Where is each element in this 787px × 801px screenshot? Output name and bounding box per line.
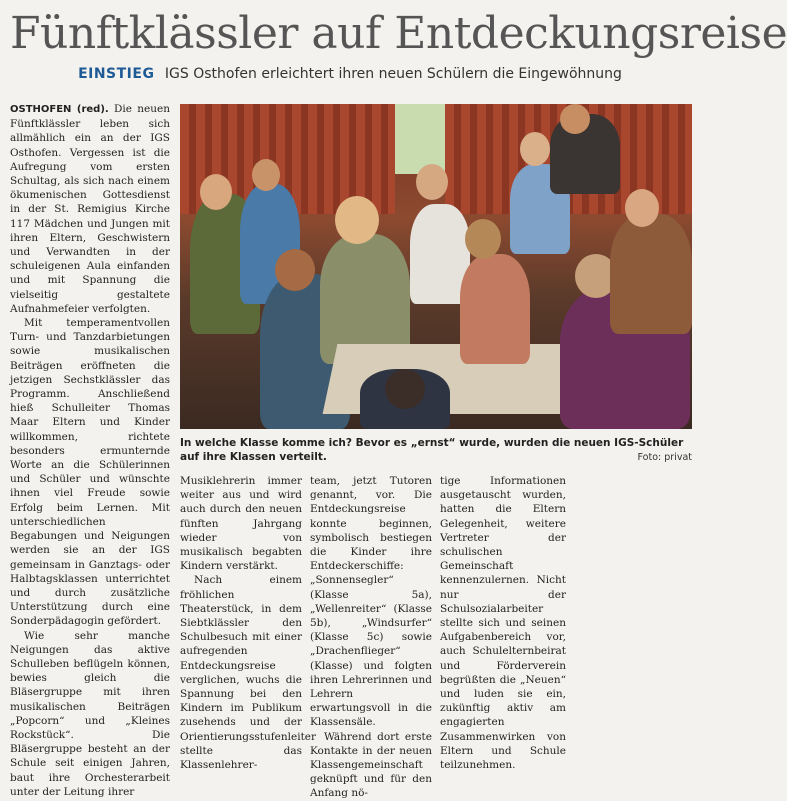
paragraph: tige Informationen ausgetauscht wurden, hatten die Eltern Gelegenheit, weitere Vertreter der schulischen Gemeinschaft kennenzulernen. Nicht nur der Schulsozialarbeiter stellte sich und seinen Aufgabenbereich vor, auch Schulelternbeirat und Förderverein begrüßten die „Neuen“ und luden sie ein, zukünftig aktiv am engagierten Zusammenwirken von Eltern und Schule teilzunehmen. — [440, 475, 566, 772]
article-photo — [180, 104, 692, 429]
article-column-1 — [10, 102, 170, 799]
article-column-4 — [440, 474, 566, 772]
paragraph: team, jetzt Tutoren genannt, vor. Die Entdeckungsreise konnte beginnen, symbolisch bestiegen die Kinder ihre Entdeckerschiffe: „Sonnensegler“ (Klasse 5a), „Wellenreiter“ (Klasse 5b), „Windsurfer“ (Klasse 5c) sowie „Drachenflieger“ (Klasse) und folgten ihren Lehrerinnen und Lehrern erwartungsvoll in die Klassensäle. — [310, 475, 432, 729]
headline: Fünftklässler auf Entdeckungsreise — [10, 8, 787, 59]
photo-credit: Foto: privat — [637, 452, 692, 463]
paragraph: Mit temperamentvollen Turn- und Tanzdarbietungen sowie musikalischen Beiträgen eröffneten die jetzigen Sechstklässler das Programm. Anschließend hieß Schulleiter Thomas Maar Eltern und Kinder willkommen, richtete besonders ermunternde Worte an die Schülerinnen und Schüler und wünschte ihnen viel Freude sowie Erfolg beim Lernen. Mit unterschiedlichen Begabungen und Neigungen werden sie an der IGS gemeinsam in Ganztags- oder Halbtagsklassen unterrichtet und durch zusätzliche Unterstützung durch eine Sonderpädagogin gefördert. — [10, 317, 170, 628]
subheadline-row — [0, 66, 700, 82]
article-column-3 — [310, 474, 432, 801]
photo-caption: In welche Klasse komme ich? Bevor es „ernst“ wurde, wurden die neuen IGS-Schüler auf ihre Klassen verteilt. — [180, 437, 684, 463]
paragraph: Wie sehr manche Neigungen das aktive Schulleben beflügeln können, bewies gleich die Bläsergruppe mit ihren musikalischen Beiträgen „Popcorn“ und „Kleines Rockstück“. Die Bläsergruppe besteht an der Schule seit einigen Jahren, baut ihre Orchesterarbeit unter der Leitung ihrer — [10, 629, 170, 798]
dateline: OSTHOFEN (red). — [10, 104, 109, 115]
paragraph: Während dort erste Kontakte in der neuen Klassengemeinschaft geknüpft und für den Anfang nö- — [310, 730, 432, 800]
paragraph: Nach einem fröhlichen Theaterstück, in dem Siebtklässler den Schulbesuch mit einer aufregenden Entdeckungsreise verglichen, wuchs die Spannung bei den Kindern im Publikum zusehends und der Orientierungsstufenleiter stellte das Klassenlehrer- — [180, 574, 317, 772]
article-column-2 — [180, 474, 317, 772]
kicker: EINSTIEG — [78, 66, 155, 82]
paragraph: Musiklehrerin immer weiter aus und wird auch durch den neuen fünften Jahrgang wieder von musikalisch begabten Kindern verstärkt. — [180, 475, 302, 573]
paragraph-text: Die neuen Fünftklässler leben sich allmählich ein an der IGS Osthofen. Vergessen ist die Aufregung vom ersten Schultag, als sich nach einem ökumenischen Gottesdienst in der St. Remigius Kirche 117 Mädchen und Jungen mit ihren Eltern, Geschwistern und Verwandten in der schuleigenen Aula einfanden und mit Spannung die vielseitig gestaltete Aufnahmefeier verfolgten. — [10, 103, 171, 315]
paragraph — [10, 102, 170, 316]
subheadline: IGS Osthofen erleichtert ihren neuen Schülern die Eingewöhnung — [164, 66, 622, 82]
